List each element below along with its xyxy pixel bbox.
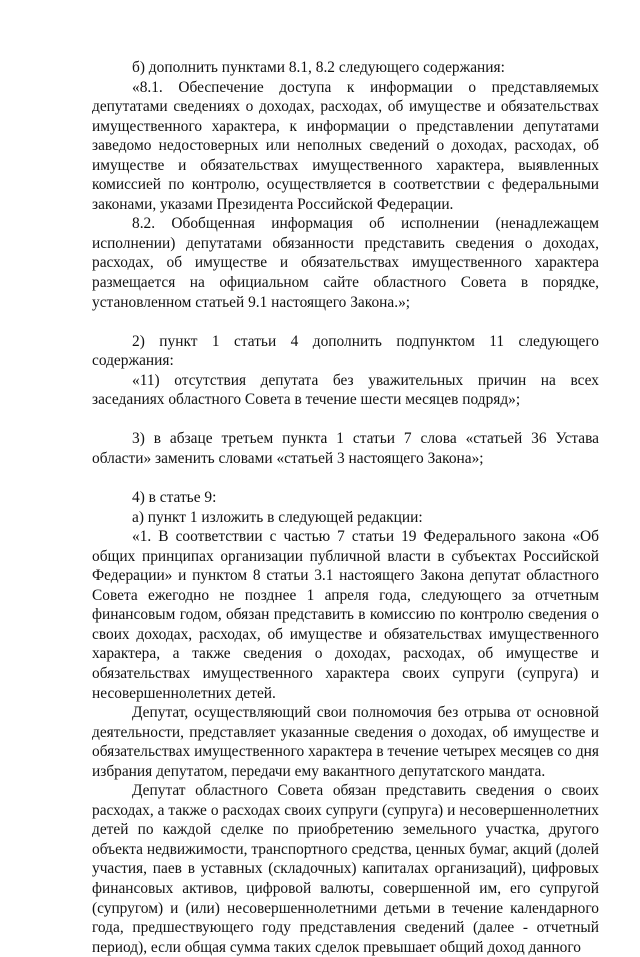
paragraph-point-1: «1. В соответствии с частью 7 статьи 19 Федерального закона «Об общих принципах организации публичной власти в субъектах Российской Федерации» и пунктом 8 статьи 3.1 настоящего Закона депутат областного Совета ежегодно не позднее 1 апреля года, следующего за отчетным финансовым годом, обязан представить в комиссию по контролю сведения о своих доходах, расходах, об имуществе и обязательствах имущественного характера, а также сведения о доходах, расходах, об имуществе и обязательствах имущественного характера своих супруги (супруга) и несовершеннолетних детей. [92,528,599,702]
paragraph-deputy-expenses: Депутат областного Совета обязан представить сведения о своих расходах, а также о расходах своих супруги (супруга) и несовершеннолетних детей по каждой сделке по приобретению земельного участка, другого объекта недвижимости, транспортного средства, ценных бумаг, акций (долей участия, паев в уставных (складочных) капиталах организаций), цифровых финансовых активов, цифровой валюты, совершенной им, его супругой (супругом) и (или) несовершеннолетними детьми в течение календарного года, предшествующего году представления сведений (далее - отчетный период), если общая сумма таких сделок превышает общий доход данного [92,782,599,956]
paragraph-item-2: 2) пункт 1 статьи 4 дополнить подпунктом 11 следующего содержания: [92,332,599,370]
document-page [92,58,599,957]
paragraph-item-4: 4) в статье 9: [132,489,217,507]
paragraph-clause-8-1: «8.1. Обеспечение доступа к информации о представляемых депутатами сведениях о доходах, расходах, об имуществе и обязательствах имущественного характера, к информации о представлении депутатами заведомо недостоверных или неполных сведений о доходах, расходах, об имуществе и обязательствах имущественного характера, выявленных комиссией по контролю, осуществляется в соответствии с федеральными законами, указами Президента Российской Федерации. [92,78,599,213]
paragraph-item-4a: а) пункт 1 изложить в следующей редакции: [132,508,423,526]
blank-line [92,312,599,332]
blank-line [92,410,599,430]
paragraph-item-b: б) дополнить пунктами 8.1, 8.2 следующего содержания: [132,59,505,76]
blank-line [92,468,599,488]
paragraph-item-3: 3) в абзаце третьем пункта 1 статьи 7 слова «статьей 36 Устава области» заменить словами «статьей 3 настоящего Закона»; [92,430,599,467]
paragraph-clause-8-2: 8.2. Обобщенная информация об исполнении (ненадлежащем исполнении) депутатами обязанности представить сведения о доходах, расходах, об имуществе и обязательствах имущественного характера размещается на официальном сайте областного Совета в порядке, установленном статьей 9.1 настоящего Закона.»; [92,215,599,311]
paragraph-deputy-term: Депутат, осуществляющий свои полномочия без отрыва от основной деятельности, представляет указанные сведения о доходах, об имуществе и обязательствах имущественного характера в течение четырех месяцев со дня избрания депутатом, передачи ему вакантного депутатского мандата. [92,704,599,780]
paragraph-subitem-11: «11) отсутствия депутата без уважительных причин на всех заседаниях областного Совета в течение шести месяцев подряд»; [92,371,599,409]
